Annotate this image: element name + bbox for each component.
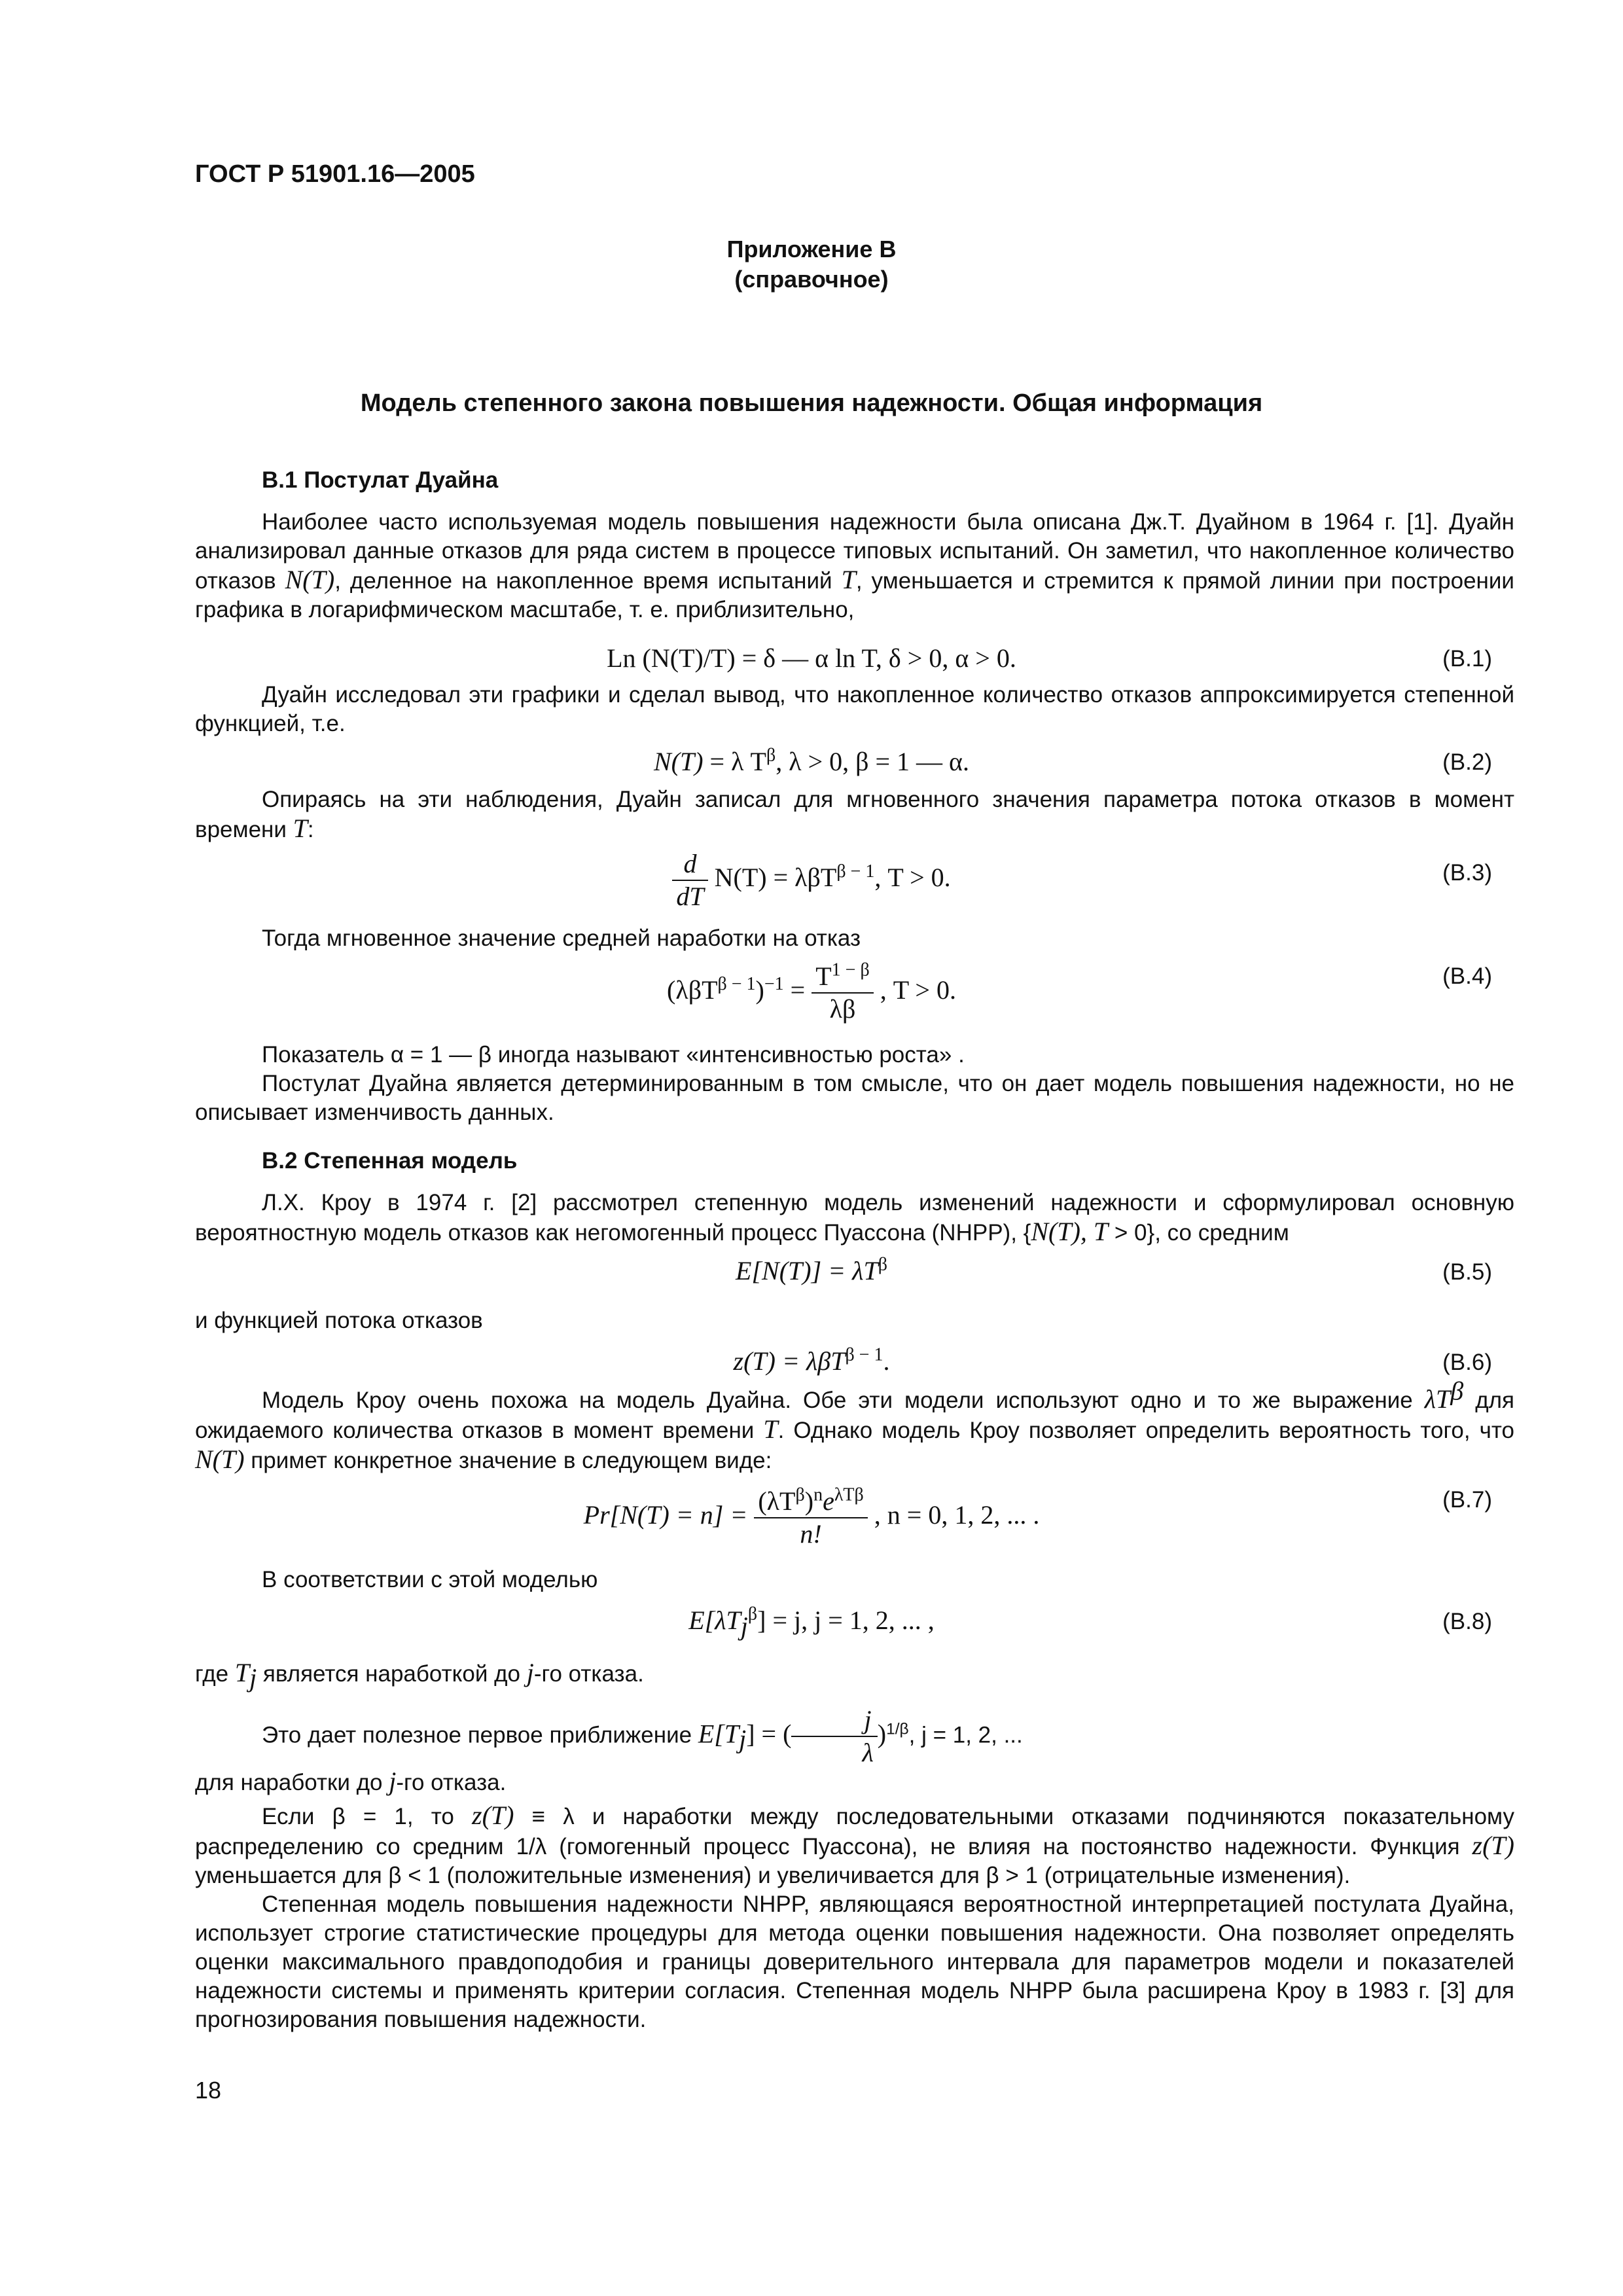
equation-b4-number: (В.4): [1442, 963, 1492, 989]
page-number: 18: [195, 2077, 222, 2104]
section-b1-paragraph-1: Наиболее часто используемая модель повышения надежности была описана Дж.Т. Дуайном в 1964 г. [1]. Дуайн анализировал данные отказов для ряда систем в процессе типовых испытаний. Он заметил, что накопленное количество отказов N(T), деленное на накопленное время испытаний T, уменьшается и стремится к прямой линии при построении графика в логарифмическом масштабе, т. е. приблизительно,: [195, 509, 1514, 622]
equation-b1: Ln (N(T)/T) = δ — α ln T, δ > 0, α > 0.: [607, 643, 1016, 673]
section-b2-paragraph-3: Модель Кроу очень похожа на модель Дуайна. Обе эти модели используют одно и то же выражение $\lambda T^\beta$ для ожидаемого количества отказов в момент времени T. Однако модель Кроу позволяет определить вероятность того, что N(T) примет конкретное значение в следующем виде:: [195, 1376, 1514, 1474]
equation-b3-number: (В.3): [1442, 860, 1492, 886]
equation-b5: $E[N(T)] = \lambda T^\beta$: [736, 1254, 887, 1285]
section-b2-paragraph-8: Если β = 1, то z(T) ≡ λ и наработки между последовательными отказами подчиняются показательному распределению со средним 1/λ (гомогенный процесс Пуассона), не влияя на постоянство надежности. Функция z(T) уменьшается для β < 1 (положительные изменения) и увеличивается для β > 1 (отрицательные изменения). Степенная модель повышения надежности NHPP, являющаяся вероятностной интерпретацией постулата Дуайна, использует строгие статистические процедуры для метода оценки повышения надежности. Она позволяет определять оценки максимального правдоподобия и границы доверительного интервала для параметров модели и показателей надежности системы и применять критерии согласия. Степенная модель NHPP была расширена Кроу в 1983 г. [3] для прогнозирования повышения надежности.: [195, 1801, 1514, 2032]
equation-b2: N(T) = λ $T^\beta$, λ > 0, β = 1 — α.: [653, 745, 970, 776]
annex-title: Приложение В: [726, 236, 897, 262]
section-b2-paragraph-4: В соответствии с этой моделью: [262, 1567, 598, 1592]
page-title: Модель степенного закона повышения надежности. Общая информация: [360, 389, 1263, 417]
equation-b2-number: (В.2): [1442, 749, 1492, 775]
section-b1-paragraph-3: Опираясь на эти наблюдения, Дуайн записал для мгновенного значения параметра потока отказов в момент времени T:: [195, 787, 1514, 843]
section-b2-paragraph-6: Это дает полезное первое приближение $E[T_j]$ = ( $\frac{j}{\lambda}$ )$^{1/\beta}$, j = 1, 2, ...: [262, 1705, 1023, 1767]
equation-b1-number: (В.1): [1442, 646, 1492, 672]
section-b2-heading: В.2 Степенная модель: [262, 1148, 518, 1174]
section-b2-paragraph-5: где $T_j$ является наработкой до j-го отказа.: [195, 1658, 644, 1693]
section-b1-heading: В.1 Постулат Дуайна: [262, 467, 499, 493]
section-b2-paragraph-1: Л.Х. Кроу в 1974 г. [2] рассмотрел степенную модель изменений надежности и сформулировал основную вероятностную модель отказов как негомогенный процесс Пуассона (NHPP), {N(T), T > 0}, со средним: [195, 1190, 1514, 1246]
equation-b7: Pr[N(T) = n] = $\frac{(\lambda T^\beta)^ne^{\lambda T\beta}}{n!}$ , n = 0, 1, 2, ... .: [583, 1484, 1040, 1549]
annex-heading: [0, 234, 1623, 295]
equation-b8-number: (В.8): [1442, 1609, 1492, 1634]
document-id: ГОСТ Р 51901.16—2005: [195, 160, 475, 188]
equation-b6-number: (В.6): [1442, 1350, 1492, 1375]
equation-b3: $\frac{d}{dT}$ N(T) = λβT$^{\beta - 1}$, T > 0.: [0, 848, 1623, 912]
equation-b8: $E[\lambda T_j^\beta] = j$, j = 1, 2, ... ,: [688, 1604, 935, 1641]
equation-b4: $(\lambda\beta T^{\beta - 1})^{-1}$ = $\frac{T^{1 - \beta}}{\lambda\beta}$ , T > 0.: [667, 960, 956, 1024]
section-b2-paragraph-2: и функцией потока отказов: [195, 1308, 483, 1333]
section-b1-paragraph-5: Показатель α = 1 — β иногда называют «интенсивностью роста» . Постулат Дуайна является детерминированным в том смысле, что он дает модель повышения надежности, но не описывает изменчивость данных.: [195, 1042, 1514, 1125]
equation-b5-number: (В.5): [1442, 1259, 1492, 1285]
annex-type: (справочное): [734, 266, 889, 293]
equation-b7-number: (В.7): [1442, 1487, 1492, 1513]
section-b1-paragraph-4: Тогда мгновенное значение средней наработки на отказ: [262, 925, 861, 951]
section-b1-paragraph-2: Дуайн исследовал эти графики и сделал вывод, что накопленное количество отказов аппроксимируется степенной функцией, т.е.: [195, 682, 1514, 736]
section-b2-paragraph-7: для наработки до j-го отказа.: [195, 1767, 507, 1796]
equation-b6: z(T) = λβT$^{\beta - 1}$.: [733, 1344, 890, 1376]
